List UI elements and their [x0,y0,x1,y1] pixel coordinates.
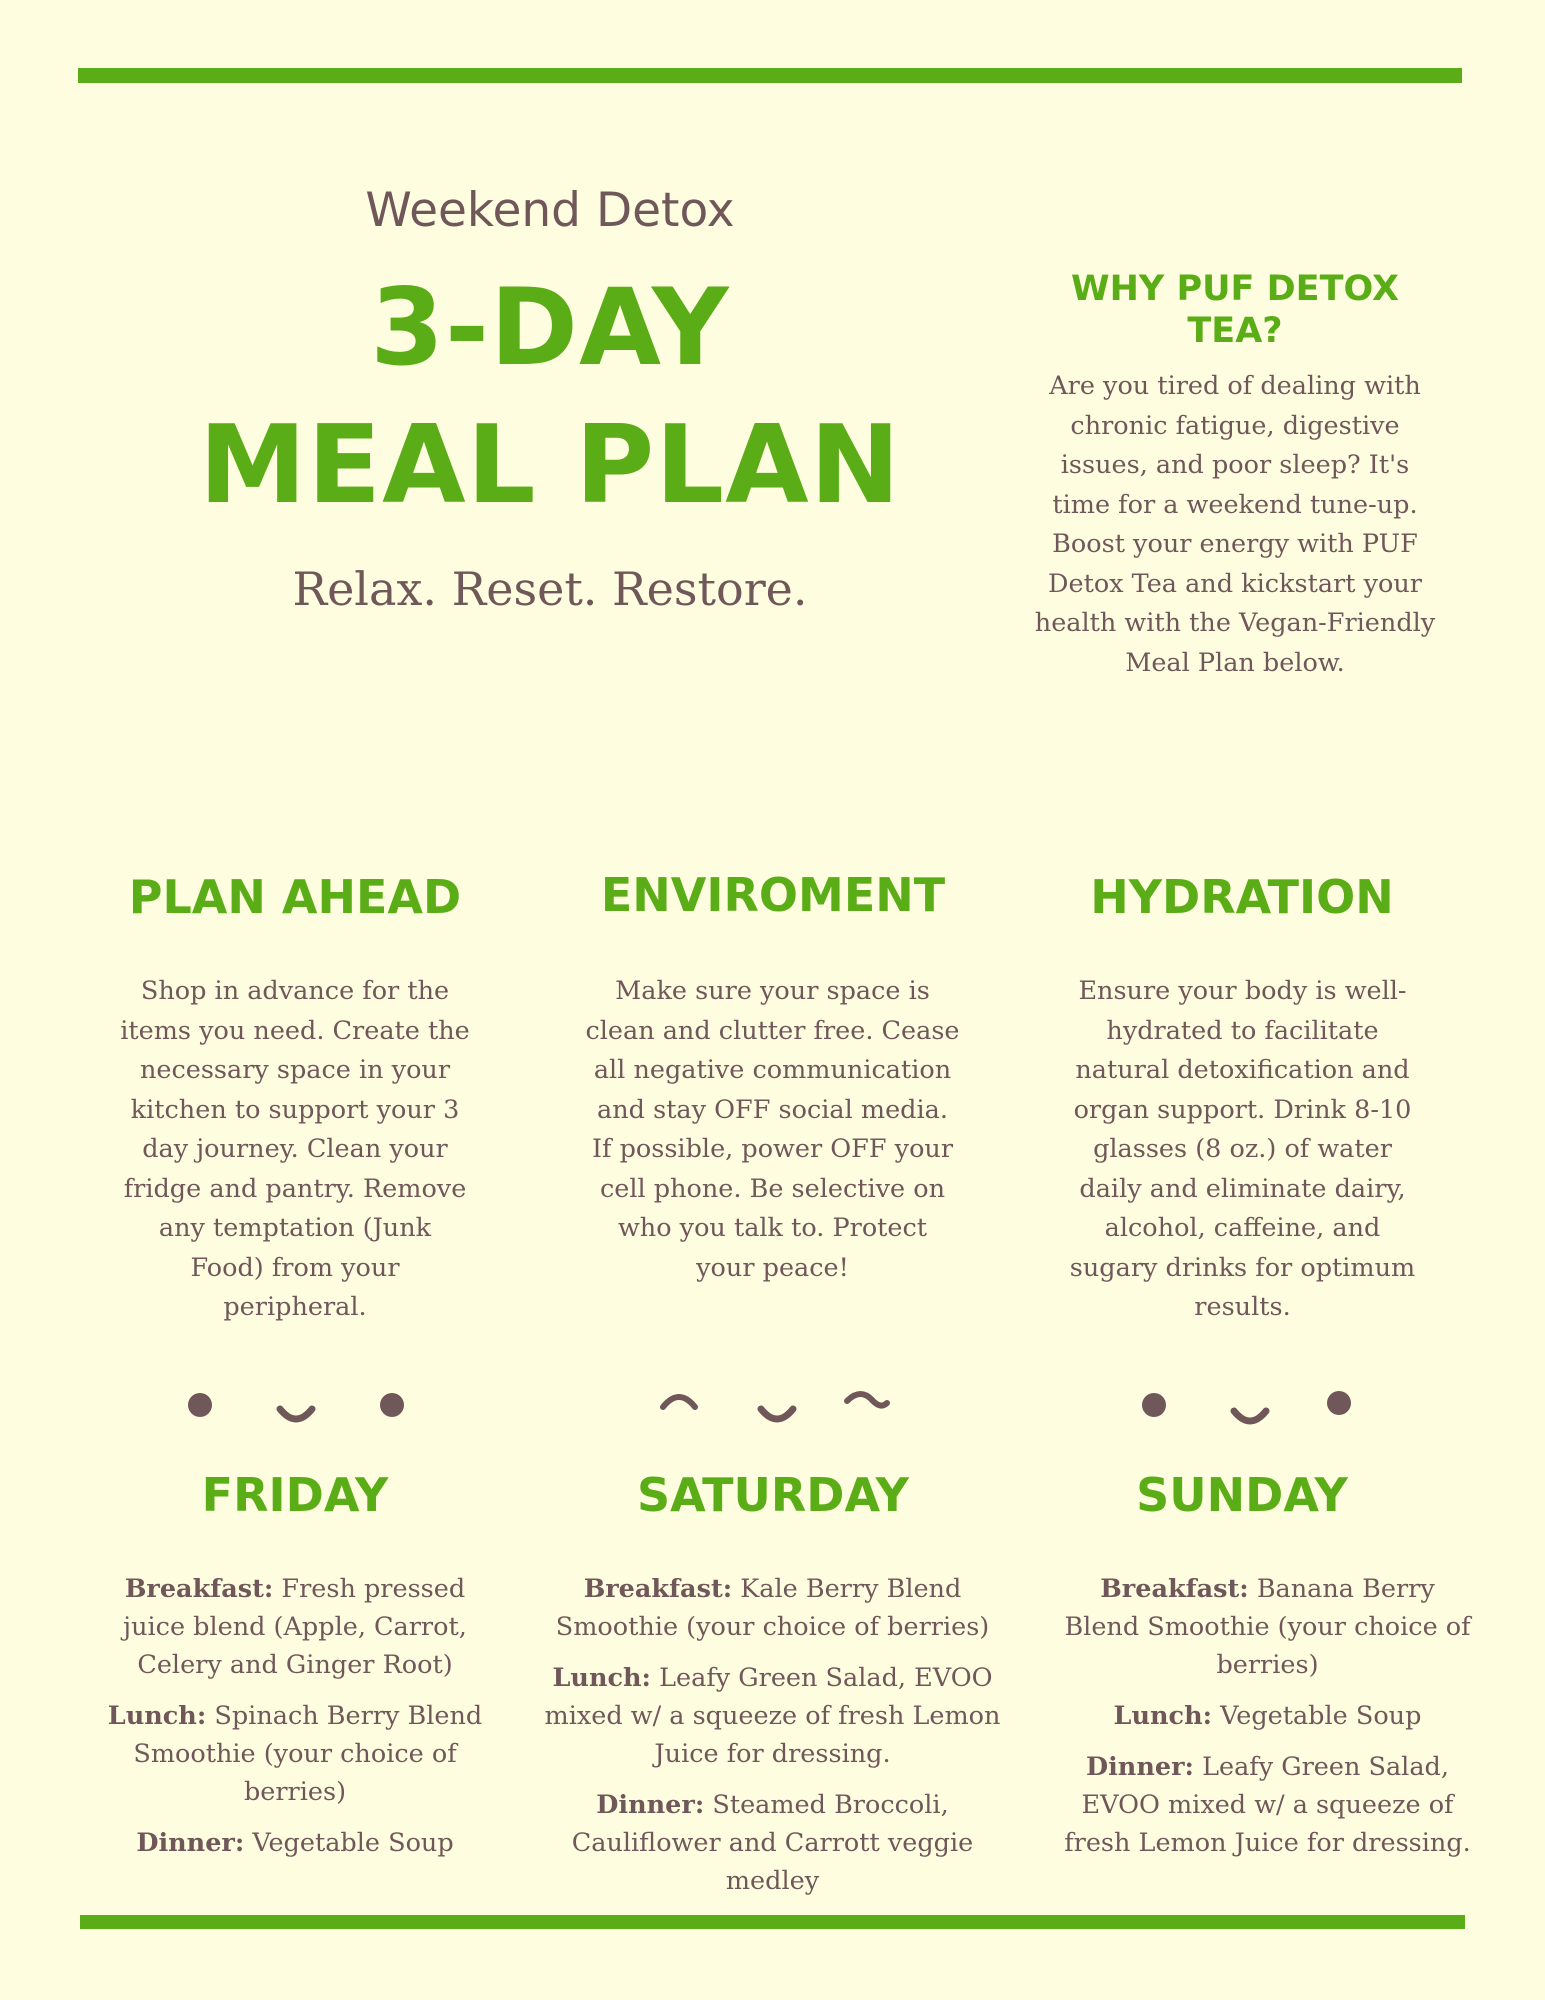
tip-body-plan-ahead: Shop in advance for the items you need. Create the necessary space in your kitchen to support your 3 day journey. Clean your fridge and pantry. Remove any temptation (Junk Food) from your peripheral. [120,976,470,1322]
smiley-face-icon [180,1385,420,1445]
meal-label: Breakfast: [124,1574,274,1604]
meal-text: Vegetable Soup [252,1828,454,1858]
why-body: Are you tired of dealing with chronic fatigue, digestive issues, and poor sleep? It's time for a weekend tune-up. Boost your energy with PUF Detox Tea and kickstart your health with the Vegan-Friendly Meal Plan below. [1034,371,1436,678]
meal-dinner [530,1786,1015,1900]
meal-text: Leafy Green Salad, EVOO mixed w/ a squeeze of fresh Lemon Juice for dressing. [544,1663,1001,1769]
smiley-face-icon [1132,1385,1372,1445]
tip-body-environment: Make sure your space is clean and clutter free. Cease all negative communication and stay OFF social media. If possible, power OFF your cell phone. Be selective on who you talk to. Protect your peace! [585,976,960,1283]
winking-face-icon [655,1385,895,1445]
kicker-text: Weekend Detox [365,183,735,238]
why-title: WHY PUF DETOX TEA? [1071,269,1399,351]
meal-label: Lunch: [107,1701,207,1731]
top-divider-bar [78,68,1462,83]
tagline: Relax. Reset. Restore. [292,562,808,616]
meal-dinner [95,1824,495,1862]
meal-text: Steamed Broccoli, Cauliflower and Carrott veggie medley [571,1790,974,1896]
tip-title-hydration: HYDRATION [1090,870,1394,924]
meal-label: Breakfast: [583,1574,733,1604]
meal-lunch [95,1697,495,1811]
day-title-saturday: SATURDAY [636,1468,909,1522]
meal-list-saturday [530,1570,1015,1913]
meal-lunch [1060,1697,1475,1735]
meal-breakfast [95,1570,495,1684]
meal-text: Spinach Berry Blend Smoothie (your choice of berries) [133,1701,483,1807]
page-title-line1: 3-DAY [370,266,730,389]
meal-label: Lunch: [1113,1701,1213,1731]
page-title-line2: MEAL PLAN [198,403,902,528]
meal-label: Lunch: [552,1663,651,1693]
tip-title-plan-ahead: PLAN AHEAD [128,870,462,924]
meal-text: Kale Berry Blend Smoothie (your choice of berries) [555,1574,990,1642]
meal-label: Dinner: [136,1828,245,1858]
meal-text: Fresh pressed juice blend (Apple, Carrot, Celery and Ginger Root) [123,1574,467,1680]
tip-body-hydration: Ensure your body is well-hydrated to facilitate natural detoxification and organ support. Drink 8-10 glasses (8 oz.) of water daily and eliminate dairy, alcohol, caffeine, and sugary drinks for optimum results. [1069,976,1416,1322]
bottom-divider-bar [80,1915,1465,1929]
meal-label: Breakfast: [1100,1574,1249,1604]
meal-dinner [1060,1748,1475,1862]
meal-text: Banana Berry Blend Smoothie (your choice of berries) [1064,1574,1471,1680]
meal-text: Vegetable Soup [1220,1701,1422,1731]
meal-label: Dinner: [1086,1752,1194,1782]
meal-list-friday [95,1570,495,1875]
day-title-friday: FRIDAY [201,1468,389,1522]
meal-breakfast [1060,1570,1475,1684]
meal-list-sunday [1060,1570,1475,1875]
meal-label: Dinner: [596,1790,705,1820]
tip-title-environment: ENVIROMENT [600,868,946,922]
meal-breakfast [530,1570,1015,1646]
day-title-sunday: SUNDAY [1136,1468,1348,1522]
meal-lunch [530,1659,1015,1773]
meal-text: Leafy Green Salad, EVOO mixed w/ a squeeze of fresh Lemon Juice for dressing. [1064,1752,1471,1858]
